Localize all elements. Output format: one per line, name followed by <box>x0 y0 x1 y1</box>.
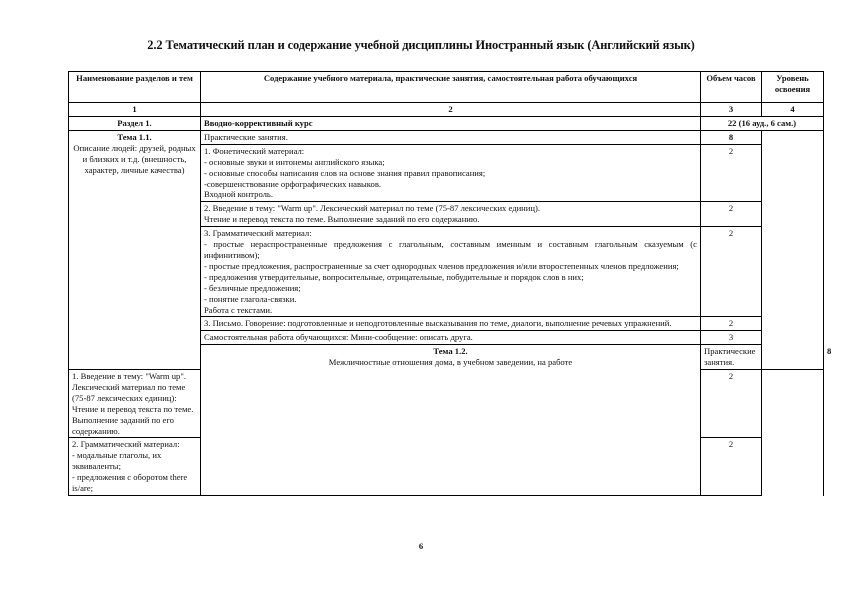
col-number-1: 1 <box>69 103 201 117</box>
grammar-item <box>69 438 201 496</box>
item-hours: 2 <box>701 317 762 331</box>
header-level: Уровень освоения <box>762 72 824 103</box>
topic-1-2-cell <box>201 345 701 496</box>
content-line: -совершенствование орфографических навыков. <box>204 178 382 189</box>
level-cell <box>762 130 824 369</box>
practical-hours: 8 <box>701 130 762 144</box>
item-hours: 2 <box>701 370 762 438</box>
topic-1-1-cell <box>69 130 201 369</box>
content-line: 2. Грамматический материал: <box>72 439 180 450</box>
content-line: Чтение и перевод текста по теме. Выполнение заданий по его содержанию. <box>72 403 194 436</box>
col-number-2: 2 <box>201 103 701 117</box>
content-line: - предложения с оборотом there is/are; <box>72 472 188 494</box>
topic-1-2-name: Тема 1.2. <box>433 346 468 357</box>
item-hours: 2 <box>701 202 762 227</box>
section-content: Вводно-коррективный курс <box>201 117 701 131</box>
col-number-3: 3 <box>701 103 762 117</box>
practical-label: Практические занятия. <box>701 345 762 370</box>
header-sections: Наименование разделов и тем <box>69 72 201 103</box>
table-header-row <box>69 72 824 103</box>
header-hours: Объем часов <box>701 72 762 103</box>
practical-label: Практические занятия. <box>201 130 701 144</box>
content-line: 2. Введение в тему: "Warm up". Лексический материал по теме (75-87 лексических единиц). <box>204 203 540 214</box>
topic-1-2-description: Межличностные отношения дома, в учебном заведении, на работе <box>328 357 573 368</box>
content-line: Чтение и перевод текста по теме. Выполнение заданий по его содержанию. <box>204 214 480 225</box>
phonetics-item <box>201 144 701 202</box>
item-hours: 2 <box>701 144 762 202</box>
content-line: - основные способы написания слов на основе знания правил правописания; <box>204 167 486 178</box>
item-hours: 2 <box>701 438 762 496</box>
topic-1-1-name: Тема 1.1. <box>117 131 152 142</box>
header-content: Содержание учебного материала, практические занятия, самостоятельная работа обучающихся <box>201 72 701 103</box>
col-number-4: 4 <box>762 103 824 117</box>
item-hours: 2 <box>701 227 762 317</box>
page-number: 6 <box>418 541 424 551</box>
content-line: - безличные предложения; <box>204 282 301 293</box>
content-line: - модальные глаголы, их эквиваленты; <box>72 450 162 472</box>
grammar-item <box>201 227 701 317</box>
content-line: - основные звуки и интонемы английского языка; <box>204 156 385 167</box>
thematic-plan-table <box>68 71 832 496</box>
topic-row: Тема 1.2. Межличностные отношения дома, в учебном заведении, на работе Практические занятия. 8 <box>69 345 824 370</box>
content-line: - понятие глагола-связки. <box>204 293 297 304</box>
content-line: 1. Фонетический материал: <box>204 145 305 156</box>
intro-topic-item <box>201 202 701 227</box>
topic-1-1-description: Описание людей: друзей, родных и близких и т.д. (внешность, характер, личные качества) <box>73 142 196 175</box>
section-row <box>69 117 824 131</box>
document-title: 2.2 Тематический план и содержание учебной дисциплины Иностранный язык (Английский язык) <box>147 38 695 52</box>
section-name: Раздел 1. <box>69 117 201 131</box>
content-line: - предложения утвердительные, вопросительные, отрицательные, побудительные и порядок слов в них; <box>204 271 584 282</box>
writing-speaking-item: 3. Письмо. Говорение: подготовленные и неподготовленные высказывания по теме, диалоги, выполнение речевых упражнений. <box>201 317 701 331</box>
content-line: Работа с текстами. <box>204 304 273 315</box>
self-work-item: Самостоятельная работа обучающихся: Мини-сообщение: описать друга. <box>201 331 701 345</box>
content-line: 1. Введение в тему: "Warm up". Лексический материал по теме (75-87 лексических единиц): <box>72 371 187 403</box>
content-line: Входной контроль. <box>204 189 273 200</box>
intro-topic-item <box>69 370 201 438</box>
column-number-row <box>69 103 824 117</box>
content-line: - простые предложения, распространенные за счет однородных членов предложения и/или второстепенных членов предложения; <box>204 260 679 271</box>
content-line: - простые нераспространенные предложения с глагольным, составным именным и составным глагольным сказуемым (с инфинитивом); <box>204 239 697 260</box>
topic-row <box>69 130 824 144</box>
content-line: 3. Грамматический материал: <box>204 228 312 239</box>
section-hours: 22 (16 ауд., 6 сам.) <box>701 117 824 131</box>
self-work-hours: 3 <box>701 331 762 345</box>
